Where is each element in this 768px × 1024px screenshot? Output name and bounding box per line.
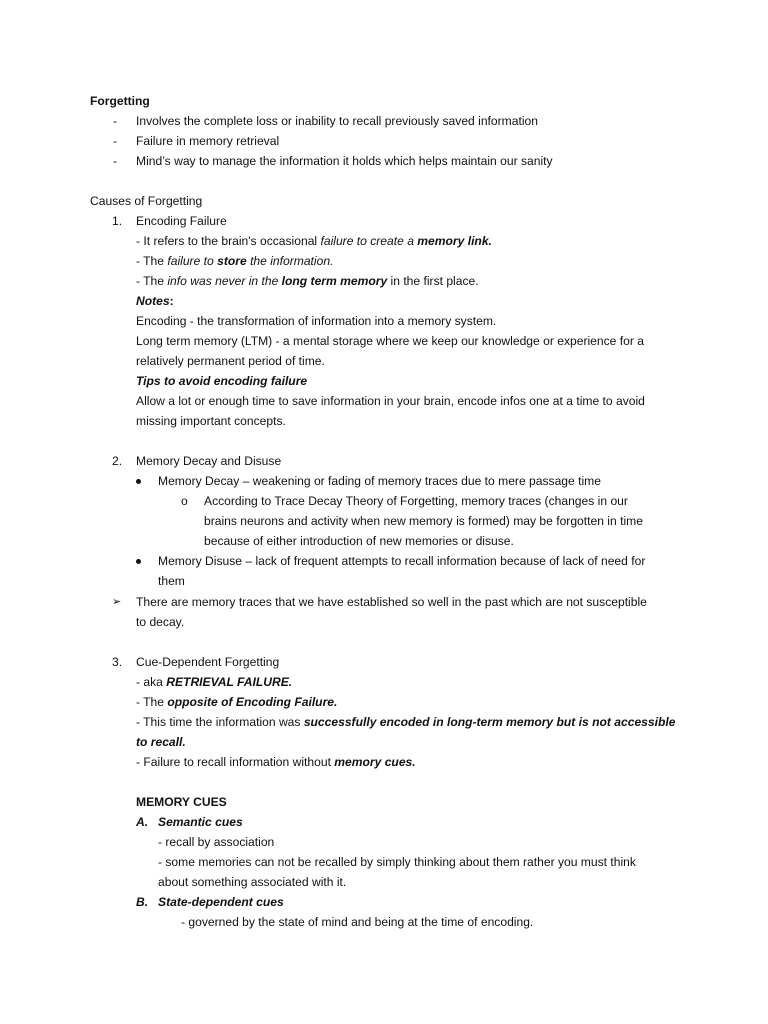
cue-b-title: State-dependent cues <box>158 895 284 909</box>
section-title-causes: Causes of Forgetting <box>90 194 203 208</box>
disuse-bullet-1: Memory Disuse – lack of frequent attempts to recall information because of lack of need for <box>158 554 646 568</box>
note-encoding-definition: Encoding - the transformation of information into a memory system. <box>136 314 497 328</box>
note-ltm-definition-2: relatively permanent period of time. <box>136 354 325 368</box>
cue-line-3-cont: to recall. <box>136 735 186 749</box>
list-number-1: 1. <box>112 214 123 228</box>
tips-label: Tips to avoid encoding failure <box>136 374 308 388</box>
forgetting-item-3: Mind’s way to manage the information it holds which helps maintain our sanity <box>136 154 553 168</box>
bullet-dot <box>136 479 141 484</box>
cue-a-title: Semantic cues <box>158 815 243 829</box>
cue-line-2: - The opposite of Encoding Failure. <box>136 695 338 709</box>
cue-b-label: B. <box>136 895 149 909</box>
bullet-dot <box>136 559 141 564</box>
dash-marker: - <box>113 134 118 148</box>
cue-line-4: - Failure to recall information without memory cues. <box>136 755 416 769</box>
arrow-text-2: to decay. <box>136 615 185 629</box>
arrow-text-1: There are memory traces that we have established so well in the past which are not susceptible <box>136 595 647 609</box>
list-number-2: 2. <box>112 454 123 468</box>
encoding-line-3: - The info was never in the long term memory in the first place. <box>136 274 479 288</box>
disuse-bullet-2: them <box>158 574 185 588</box>
decay-sub-3: because of either introduction of new memories or disuse. <box>204 534 514 548</box>
sub-bullet-marker: o <box>181 494 188 508</box>
forgetting-item-2: Failure in memory retrieval <box>136 134 280 148</box>
cue-b-line-1: - governed by the state of mind and being at the time of encoding. <box>181 915 534 929</box>
encoding-line-2: - The failure to store the information. <box>136 254 334 268</box>
cue-a-line-2: - some memories can not be recalled by simply thinking about them rather you must think <box>158 855 636 869</box>
decay-heading: Memory Decay and Disuse <box>136 454 282 468</box>
cue-a-line-3: about something associated with it. <box>158 875 347 889</box>
cue-a-label: A. <box>136 815 149 829</box>
cue-line-3: - This time the information was successfully encoded in long-term memory but is not accessible <box>136 715 676 729</box>
cue-heading: Cue-Dependent Forgetting <box>136 655 280 669</box>
decay-sub-1: According to Trace Decay Theory of Forgetting, memory traces (changes in our <box>204 494 628 508</box>
dash-marker: - <box>113 154 118 168</box>
cue-a-line-1: - recall by association <box>158 835 275 849</box>
notes-label: Notes: <box>136 294 174 308</box>
decay-sub-2: brains neurons and activity when new memory is formed) may be forgotten in time <box>204 514 643 528</box>
forgetting-item-1: Involves the complete loss or inability to recall previously saved information <box>136 114 538 128</box>
section-title-forgetting: Forgetting <box>90 94 150 108</box>
tips-text-1: Allow a lot or enough time to save information in your brain, encode infos one at a time to avoid <box>136 394 645 408</box>
arrow-bullet-icon: ➢ <box>112 596 122 608</box>
encoding-heading: Encoding Failure <box>136 214 227 228</box>
tips-text-2: missing important concepts. <box>136 414 286 428</box>
list-number-3: 3. <box>112 655 123 669</box>
encoding-line-1: - It refers to the brain's occasional failure to create a memory link. <box>136 234 492 248</box>
cue-line-1: - aka RETRIEVAL FAILURE. <box>136 675 293 689</box>
decay-bullet-1: Memory Decay – weakening or fading of memory traces due to mere passage time <box>158 474 601 488</box>
dash-marker: - <box>113 114 118 128</box>
memory-cues-title: MEMORY CUES <box>136 795 227 809</box>
note-ltm-definition-1: Long term memory (LTM) - a mental storage where we keep our knowledge or experience for a <box>136 334 644 348</box>
